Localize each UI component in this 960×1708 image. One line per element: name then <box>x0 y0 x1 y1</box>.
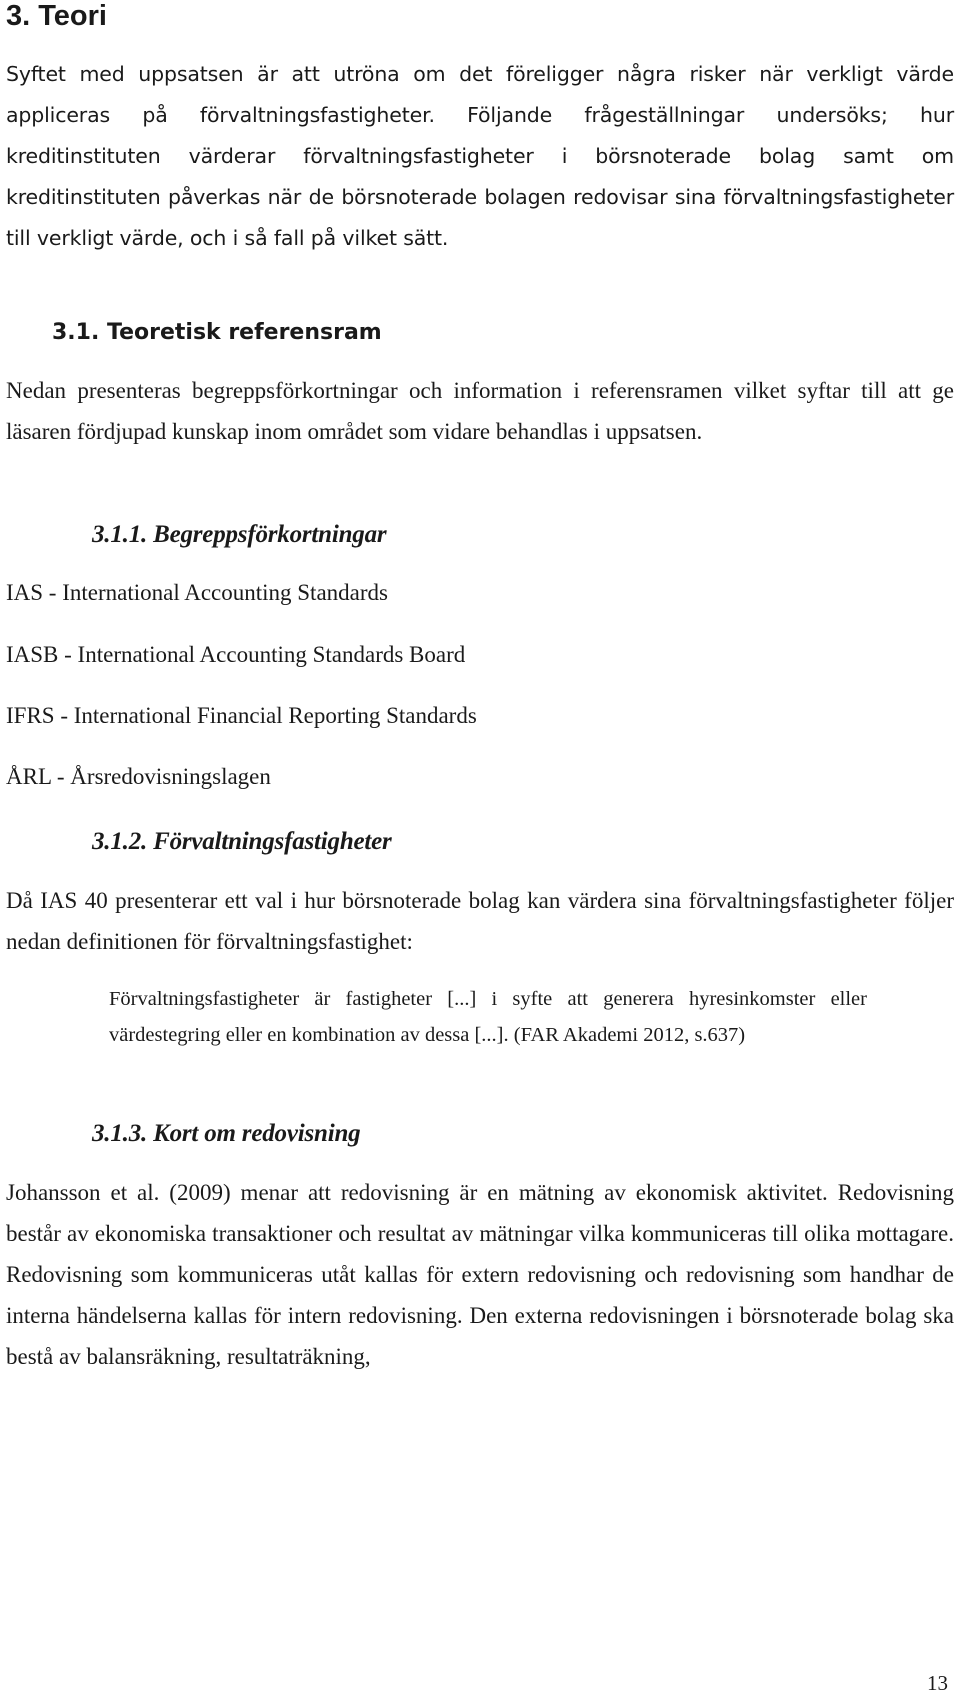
investment-property-heading: 3.1.2. Förvaltningsfastigheter <box>92 828 392 855</box>
accounting-heading: 3.1.3. Kort om redovisning <box>92 1120 361 1147</box>
abbreviations-heading: 3.1.1. Begreppsförkortningar <box>92 521 387 548</box>
definition-quote: Förvaltningsfastigheter är fastigheter [...] i syfte att generera hyresinkomster eller värdestegring eller en kombination av dessa [...]. (FAR Akademi 2012, s.637) <box>109 988 867 1046</box>
accounting-paragraph: Johansson et al. (2009) menar att redovisning är en mätning av ekonomisk aktivitet. Redovisning består av ekonomiska transaktioner och resultat av mätningar vilka kommuniceras till olika mottagare. Redovisning som kommuniceras utåt kallas för extern redovisning och redovisning som handhar de interna händelserna kallas för intern redovisning. Den externa redovisningen i börsnoterade bolag ska bestå av balansräkning, resultaträkning, <box>6 1180 954 1369</box>
page-number: 13 <box>927 1671 948 1695</box>
abbreviation-item: IASB - International Accounting Standards Board <box>6 642 466 667</box>
subsection-intro-paragraph: Nedan presenteras begreppsförkortningar och information i referensramen vilket syftar till att ge läsaren fördjupad kunskap inom området som vidare behandlas i uppsatsen. <box>6 378 954 444</box>
abbreviation-item: IFRS - International Financial Reporting Standards <box>6 703 477 728</box>
section-intro-paragraph: Syftet med uppsatsen är att utröna om det föreligger några risker när verkligt värde appliceras på förvaltningsfastigheter. Följande frågeställningar undersöks; hur kreditinstituten värderar förvaltningsfastigheter i börsnoterade bolag samt om kreditinstituten påverkas när de börsnoterade bolagen redovisar sina förvaltningsfastigheter till verkligt värde, och i så fall på vilket sätt. <box>6 62 954 250</box>
investment-property-paragraph: Då IAS 40 presenterar ett val i hur börsnoterade bolag kan värdera sina förvaltningsfastigheter följer nedan definitionen för förvaltningsfastighet: <box>6 888 954 954</box>
subsection-heading: 3.1. Teoretisk referensram <box>52 320 382 345</box>
abbreviation-item: IAS - International Accounting Standards <box>6 580 388 605</box>
abbreviation-item: ÅRL - Årsredovisningslagen <box>6 764 271 789</box>
section-heading: 3. Teori <box>6 0 107 32</box>
